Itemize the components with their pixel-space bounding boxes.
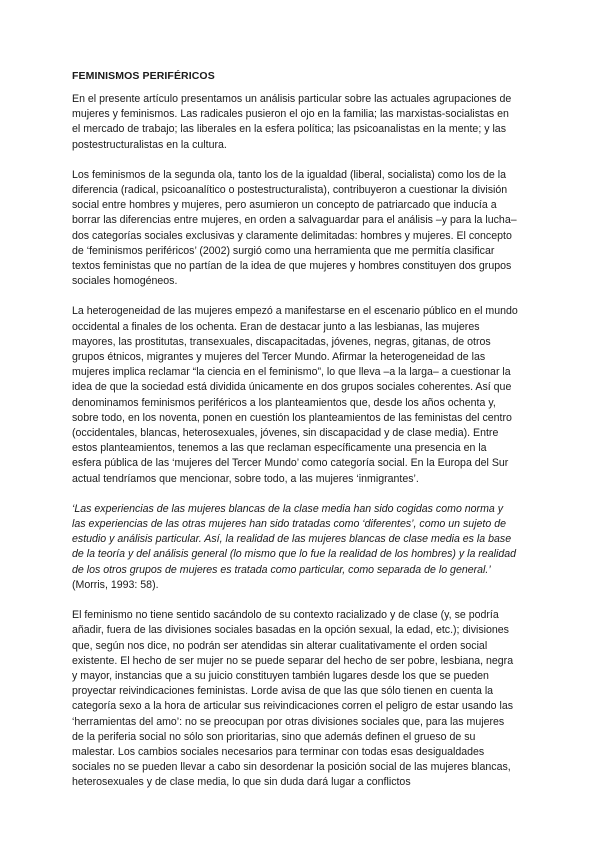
- paragraph-heterogeneity: La heterogeneidad de las mujeres empezó a manifestarse en el escenario público en el mundo occidental a finales de los ochenta. Eran de destacar junto a las lesbianas, las mujeres mayores, las prostitutas, transexuales, discapacitadas, jóvenes, negras, gitanas, de otros grupos étnicos, migrantes y mujeres del Tercer Mundo. Afirmar la heterogeneidad de las mujeres implica reclamar “la ciencia en el feminismo”, lo que lleva –a la larga– a cuestionar la idea de que la sociedad está dividida únicamente en dos grupos sociales coherentes. Así que denominamos feminismos periféricos a los planteamientos que, desde los años ochenta y, sobre todo, en los noventa, ponen en cuestión los planteamientos de las feministas del centro (occidentales, blancas, heterosexuales, jóvenes, sin discapacidad y de clase media). Entre estos planteamientos, tenemos a las que reclaman específicamente una presencia en la esfera pública de las ‘mujeres del Tercer Mundo’ como categoría social. En la Europa del Sur actual tendríamos que mencionar, sobre todo, a las mujeres ‘inmigrantes’.: [72, 305, 518, 485]
- paragraph-second-wave: Los feminismos de la segunda ola, tanto los de la igualdad (liberal, socialista) como los de la diferencia (radical, psicoanalítico o postestructuralista), contribuyeron a cuestionar la división social entre hombres y mujeres, pero asumieron un concepto de patriarcado que inducía a borrar las diferencias entre mujeres, en orden a salvaguardar para el análisis –y para la lucha– dos categorías sociales exclusivas y claramente delimitadas: hombres y mujeres. El concepto de ‘feminismos periféricos’ (2002) surgió como una herramienta que me permitía clasificar textos feministas que no partían de la idea de que mujeres y hombres constituyen dos grupos sociales homogéneos.: [72, 168, 517, 288]
- block-quote: [72, 502, 518, 593]
- quote-citation: (Morris, 1993: 58).: [72, 578, 159, 591]
- document-title: FEMINISMOS PERIFÉRICOS: [72, 70, 215, 82]
- paragraph-final: El feminismo no tiene sentido sacándolo de su contexto racializado y de clase (y, se podría añadir, fuera de las divisiones sociales basadas en la opción sexual, la edad, etc.); divisiones que, según nos dice, no podrán ser atendidas sin alterar cualitativamente el orden social existente. El hecho de ser mujer no se puede separar del hecho de ser pobre, lesbiana, negra y mayor, instancias que a su juicio constituyen también lugares desde los que se pueden proyectar reivindicaciones feministas. Lorde avisa de que las que sólo tienen en cuenta la categoría sexo a la hora de articular sus reivindicaciones corren el peligro de estar usando las ‘herramientas del amo’: no se preocupan por otras divisiones sociales que, para las mujeres de la periferia social no sólo son prioritarias, sino que además definen el grueso de su malestar. Los cambios sociales necesarios para terminar con todas esas desigualdades sociales no se pueden llevar a cabo sin desordenar la posición social de las mujeres blancas, heterosexuales y de clase media, lo que sin duda dará lugar a conflictos: [72, 609, 514, 789]
- paragraph-intro: En el presente artículo presentamos un análisis particular sobre las actuales agrupaciones de mujeres y feminismos. Las radicales pusieron el ojo en la familia; las marxistas-socialistas en el mercado de trabajo; las liberales en la esfera política; las psicoanalistas en la mente; y las postestructuralistas en la cultura.: [72, 93, 512, 151]
- quote-text: ‘Las experiencias de las mujeres blancas de la clase media han sido cogidas como norma y las experiencias de las otras mujeres han sido tratadas como ‘diferentes’, como un sujeto de estudio y análisis particular. Así, la realidad de las mujeres blancas de clase media es la base de la teoría y del análisis general (lo mismo que lo fue la realidad de los hombres) y la realidad de los otros grupos de mujeres es tratada como particular, como separada de lo general.’: [72, 502, 517, 576]
